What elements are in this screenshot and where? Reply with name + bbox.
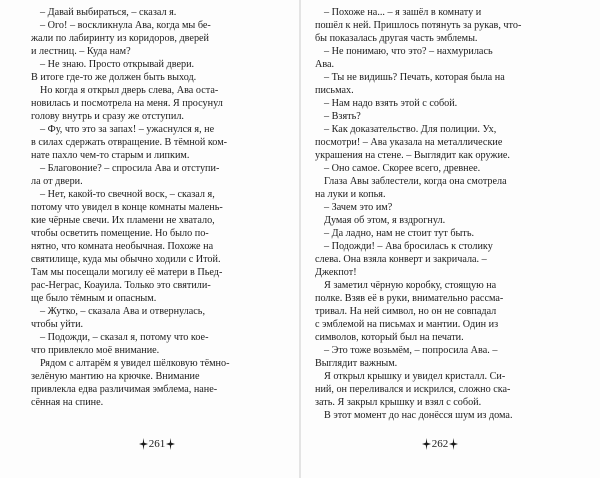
paragraph: – Похоже на... – я зашёл в комнату и пошёл к ней. Пришлось потянуть за рукав, что- бы показалась другая часть эмблемы. — [315, 7, 522, 44]
cross-ornament-icon — [139, 438, 148, 450]
page-number-text: 261 — [148, 438, 166, 450]
paragraph: – Благовоние? – спросила Ава и отступи- ла от двери. — [31, 163, 220, 187]
paragraph: – Ого! – воскликнула Ава, когда мы бе- жали по лабиринту из коридоров, дверей и лестниц. – Куда нам? — [31, 20, 211, 57]
paragraph: – Как доказательство. Для полиции. Ух, посмотри! – Ава указала на металлические украшения на стене. – Выглядит как оружие. — [315, 124, 510, 161]
paragraph: – Жутко, – сказала Ава и отвернулась, чтобы уйти. — [31, 306, 205, 330]
left-page — [31, 6, 284, 409]
paragraph: – Давай выбираться, – сказал я. — [40, 7, 177, 18]
paragraph: – Не понимаю, что это? – нахмурилась Ава. — [315, 46, 493, 70]
page-gutter — [299, 0, 301, 478]
paragraph: – Это тоже возьмём, – попросила Ава. – Выглядит важным. — [315, 345, 498, 369]
paragraph: – Зачем это им? — [324, 202, 393, 213]
cross-ornament-icon — [166, 438, 175, 450]
paragraph: – Оно самое. Скорее всего, древнее. — [324, 163, 481, 174]
paragraph: – Подожди! – Ава бросилась к столику слева. Она взяла конверт и закричала. – Джекпот! — [315, 241, 493, 278]
paragraph: – Подожди, – сказал я, потому что кое- что привлекло моё внимание. — [31, 332, 209, 356]
cross-ornament-icon — [422, 438, 431, 450]
page-number-right — [418, 438, 462, 450]
paragraph: – Ты не видишь? Печать, которая была на письмах. — [315, 72, 505, 96]
paragraph: Думая об этом, я вздрогнул. — [324, 215, 446, 226]
paragraph: Я заметил чёрную коробку, стоящую на полке. Взяв её в руки, внимательно рассма- тривал. На ней символ, но он не совпадал с эмблемой на письмах и мантии. Один из символов, который был на печати. — [315, 280, 504, 343]
paragraph: – Взять? — [324, 111, 361, 122]
right-page — [315, 6, 568, 422]
paragraph: Рядом с алтарём я увидел шёлковую тёмно- зелёную мантию на крючке. Внимание привлекла едва различимая эмблема, нане- сённая на спине. — [31, 358, 230, 408]
cross-ornament-icon — [449, 438, 458, 450]
paragraph: – Нет, какой-то свечной воск, – сказал я, потому что увидел в конце комнаты малень- кие чёрные свечи. Их пламени не хватало, чтобы осветить помещение. Но было по- нятно, что комната необычная. Похоже на святилище, куда мы обычно ходили с Итой. Там мы посещали могилу её матери в Пьед- рас-Неграс, Коауила. Только это святили- ще было тёмным и опасным. — [31, 189, 223, 304]
paragraph: – Да ладно, нам не стоит тут быть. — [324, 228, 475, 239]
paragraph: В этот момент до нас донёсся шум из дома. — [324, 410, 513, 421]
paragraph: Глаза Авы заблестели, когда она смотрела на луки и копья. — [315, 176, 507, 200]
paragraph: Я открыл крышку и увидел кристалл. Си- ний, он переливался и искрился, сложно ска- зать. Я закрыл крышку и взял с собой. — [315, 371, 511, 408]
paragraph: Но когда я открыл дверь слева, Ава оста- новилась и посмотрела на меня. Я просунул голову внутрь и сразу же отступил. — [31, 85, 223, 122]
paragraph: – Фу, что это за запах! – ужаснулся я, не в силах сдержать отвращение. В тёмной ком- нате пахло чем-то старым и липким. — [31, 124, 228, 161]
page-number-text: 262 — [431, 438, 449, 450]
page-number-left — [135, 438, 179, 450]
paragraph: – Не знаю. Просто открывай двери. В итоге где-то же должен быть выход. — [31, 59, 197, 83]
paragraph: – Нам надо взять этой с собой. — [324, 98, 458, 109]
